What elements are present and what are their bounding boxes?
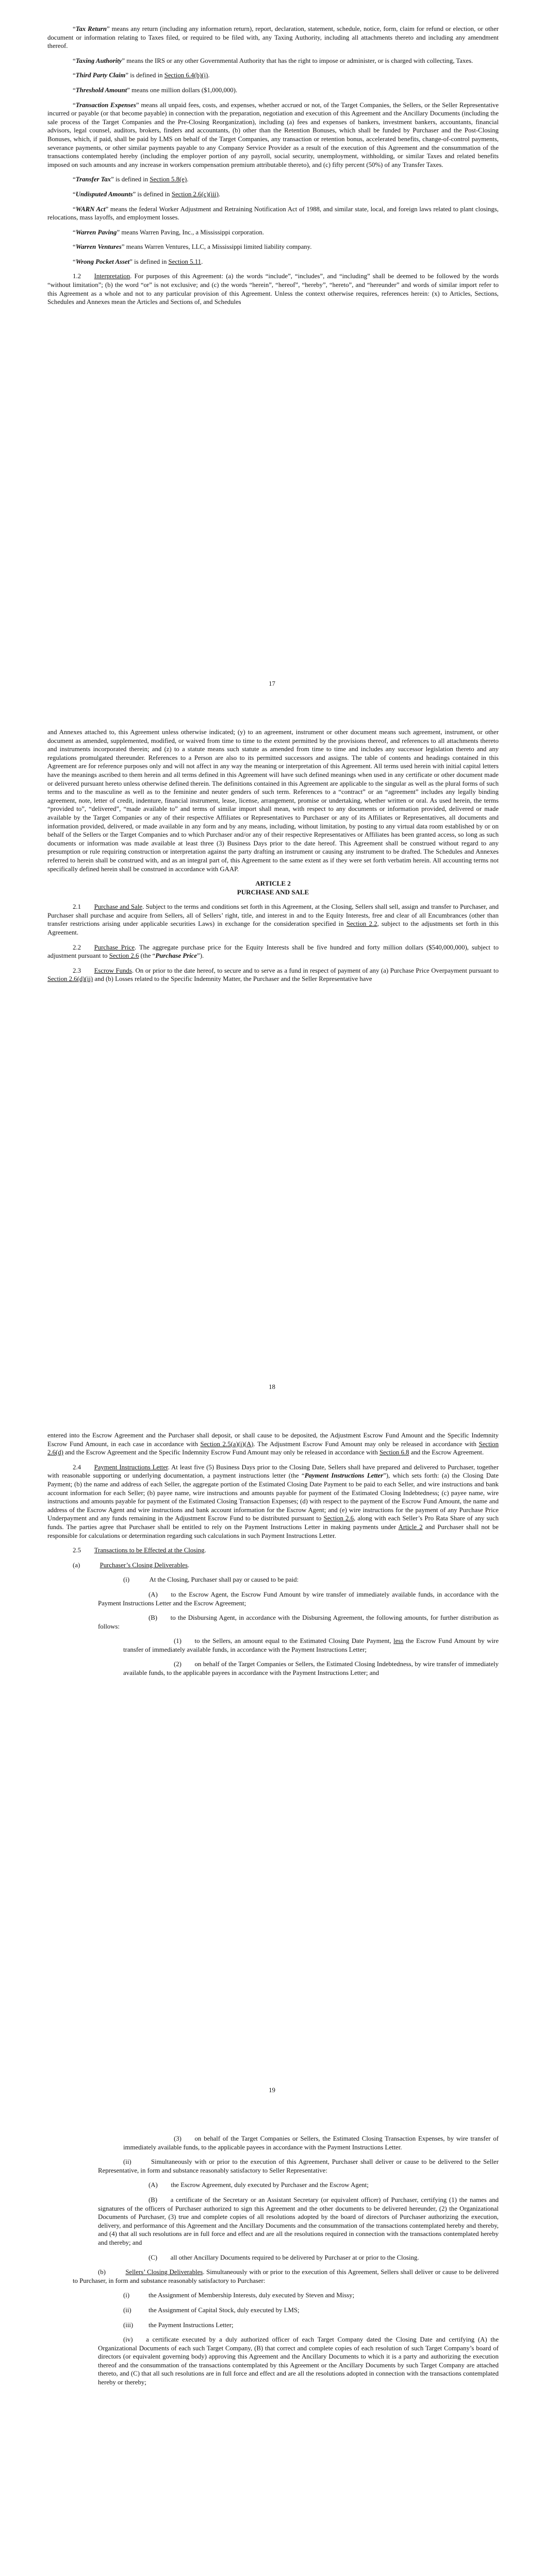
paragraph: 2.3 Escrow Funds. On or prior to the date hereof, to secure and to serve as a fund in respect of payment of any (a) Purchase Price Overpayment pursuant to Section 2.6(d)(ii) and (b) Losses related to the Specific Indemnity Matter, the Purchaser and the Seller Representative have — [47, 967, 499, 983]
paragraph: 1.2 Interpretation. For purposes of this Agreement: (a) the words “include”, “includes”, and “including” shall be deemed to be followed by the words “without limitation”; (b) the word “or” is not exclusive; and (c) the words “herein”, “hereof”, “hereby”, “hereto”, and “hereunder” and words of similar import refer to this Agreement as a whole and not to any particular provision of this Agreement. Unless the context otherwise requires, references herein: (x) to Articles, Sections, Schedules and Annexes mean the Articles and Sections of, and Schedules — [47, 273, 499, 306]
section-reference: Purchaser’s Closing Deliverables — [100, 1561, 188, 1569]
section-reference: Payment Instructions Letter — [94, 1463, 168, 1471]
section-reference: less — [393, 1637, 404, 1645]
paragraph: “Warren Ventures” means Warren Ventures, LLC, a Mississippi limited liability company. — [73, 243, 312, 251]
page-20 — [0, 2110, 544, 2576]
list-item: (ii) the Assignment of Capital Stock, duly executed by LMS; — [123, 2306, 300, 2314]
defined-term: Transfer Tax — [75, 176, 111, 183]
paragraph: (2) on behalf of the Target Companies or Sellers, the Estimated Closing Indebtedness, by wire transfer of immediately available funds, to the applicable payees in accordance with the Payment Instructions Letter; and — [123, 1660, 499, 1677]
defined-term: Wrong Pocket Asset — [75, 258, 130, 265]
defined-term: Payment Instructions Letter — [304, 1472, 384, 1480]
section-reference: Purchase Price — [94, 943, 135, 951]
page-number: 18 — [269, 1383, 275, 1391]
paragraph: (a) Purchaser’s Closing Deliverables. — [73, 1561, 190, 1569]
section-reference: Escrow Funds — [94, 967, 132, 974]
paragraph: (1) to the Sellers, an amount equal to the Estimated Closing Date Payment, less the Escrow Fund Amount by wire transfer of immediately available funds, in accordance with the Payment Instructions Letter; — [123, 1637, 499, 1653]
paragraph: “WARN Act” means the federal Worker Adjustment and Retraining Notification Act of 1988, and similar state, local, and foreign laws related to plant closings, relocations, mass layoffs, and employment losses. — [47, 205, 499, 222]
section-reference: Section 6.8 — [379, 1449, 409, 1456]
page-body — [47, 2134, 499, 2387]
section-reference: Section 2.6(d) — [47, 1440, 499, 1456]
section-reference: Section 2.6 — [323, 1515, 354, 1522]
defined-term: WARN Act — [75, 205, 106, 213]
list-marker: (i) — [123, 2292, 130, 2299]
paragraph: “Transaction Expenses” means all unpaid fees, costs, and expenses, whether accrued or not, of the Target Companies, the Sellers, or the Seller Representative incurred or payable (or that become payable) in connection with the preparation, negotiation and execution of this Agreement and the Ancillary Documents (including the sale process of the Target Companies and the Pre-Closing Reorganization), including (a) fees and expenses of bankers, investment bankers, accountants, financial advisors, legal counsel, auditors, brokers, finders and accountants, (b) other than the Retention Bonuses, which shall be funded by Purchaser and the Post-Closing Bonuses, which, if paid, shall be paid by LMS on behalf of the Target Companies, any transaction or retention bonus, accelerated benefits, change-of-control payments, severance payments, or other similar payments payable to any Company Service Provider as a result of the execution of this Agreement and the consummation of the transactions contemplated hereby (including the employer portion of any payroll, social security, unemployment, withholding, or similar Taxes and related benefits imposed on such amounts and any increase in workers compensation premium attributable thereto), and (c) fifty percent (50%) of any Transfer Taxes. — [47, 101, 499, 168]
section-reference: Section 6.4(b)(i) — [164, 72, 208, 79]
paragraph: “Taxing Authority” means the IRS or any other Governmental Authority that has the right to impose or administer, or is charged with collecting, Taxes. — [73, 57, 473, 64]
defined-term: Undisputed Amounts — [75, 190, 133, 198]
article-heading — [47, 879, 499, 896]
article-title: PURCHASE AND SALE — [237, 888, 309, 896]
paragraph: “Transfer Tax” is defined in Section 5.8(e). — [73, 176, 189, 183]
defined-term: Threshold Amount — [75, 86, 127, 94]
paragraph: 2.1 Purchase and Sale. Subject to the terms and conditions set forth in this Agreement, at the Closing, Sellers shall sell, assign and transfer to Purchaser, and Purchaser shall purchase and acquire from Sellers, all of Sellers’ right, title, and interest in and to the Equity Interests, free and clear of all Encumbrances (other than transfer restrictions arising under applicable securities Laws) in exchange for the consideration specified in Section 2.2, subject to the adjustments set forth in this Agreement. — [47, 903, 499, 937]
paragraph: (B) a certificate of the Secretary or an Assistant Secretary (or equivalent officer) of Purchaser, certifying (1) the names and signatures of the officers of Purchaser authorized to sign this Agreement and the other documents to be delivered hereunder, (2) the Organizational Documents of Purchaser, (3) true and complete copies of all resolutions adopted by the board of directors of Purchaser authorizing the execution, delivery, and performance of this Agreement and the Ancillary Documents and the consummation of the transactions contemplated hereby and thereby, and (4) that all such resolutions are in full force and effect and are all the resolutions required in connection with the transactions contemplated hereby and thereby; and — [98, 2196, 499, 2246]
paragraph: (C) all other Ancillary Documents required to be delivered by Purchaser at or prior to the Closing. — [149, 2253, 419, 2261]
paragraph: “Undisputed Amounts” is defined in Section 2.6(c)(iii). — [73, 190, 221, 198]
paragraph: (3) on behalf of the Target Companies or Sellers, the Estimated Closing Transaction Expenses, by wire transfer of immediately available funds, to the applicable payees in accordance with the Payment Instructions Letter. — [123, 2135, 499, 2151]
paragraph: “Threshold Amount” means one million dollars ($1,000,000). — [73, 86, 238, 94]
section-reference: Section 2.2 — [346, 920, 377, 928]
page-body — [47, 1431, 499, 1677]
section-reference: Section 5.11 — [168, 258, 202, 265]
article-number: ARTICLE 2 — [255, 879, 291, 888]
paragraph: (A) the Escrow Agreement, duly executed by Purchaser and the Escrow Agent; — [149, 2181, 369, 2189]
paragraph: “Warren Paving” means Warren Paving, Inc., a Mississippi corporation. — [73, 228, 264, 236]
page-18 — [0, 703, 544, 1406]
paragraph: “Tax Return” means any return (including any information return), report, declaration, statement, schedule, notice, form, claim for refund or election, or other document or information relating to Taxes filed, or required to be filed with, any Taxing Authority, including all attachments thereto and including any amendment thereof. — [47, 25, 499, 50]
paragraph: 2.5 Transactions to be Effected at the Closing. — [73, 1547, 206, 1554]
list-marker: (ii) — [123, 2306, 131, 2314]
defined-term: Tax Return — [75, 25, 107, 32]
list-marker: (iii) — [123, 2321, 134, 2329]
section-reference: Section 2.6(c)(iii) — [171, 190, 219, 198]
section-reference: Section 2.5(a)(i)(A) — [200, 1440, 254, 1448]
paragraph: “Wrong Pocket Asset” is defined in Section 5.11. — [73, 258, 203, 265]
section-reference: Transactions to be Effected at the Closing — [94, 1547, 205, 1554]
section-reference: Purchase and Sale — [94, 903, 143, 911]
defined-term: Warren Ventures — [75, 243, 122, 251]
paragraph: (ii) Simultaneously with or prior to the execution of this Agreement, Purchaser shall deliver or cause to be delivered to the Seller Representative, in form and substance reasonably satisfactory to Seller Representative: — [98, 2158, 499, 2174]
page-body — [47, 728, 499, 984]
defined-term: Taxing Authority — [75, 57, 122, 64]
page-19 — [0, 1406, 544, 2110]
paragraph: 2.2 Purchase Price. The aggregate purchase price for the Equity Interests shall be five hundred and forty million dollars ($540,000,000), subject to adjustment pursuant to Section 2.6 (the “Purchase Price”). — [47, 943, 499, 960]
paragraph: 2.4 Payment Instructions Letter. At least five (5) Business Days prior to the Closing Date, Sellers shall have prepared and delivered to Purchaser, together with reasonable supporting or underlying documentation, a payment instructions letter (the “Payment Instructions Letter”), which sets forth: (a) the Closing Date Payment; (b) the name and address of each Seller, the aggregate portion of the Estimated Closing Date Payment to be paid to each Seller, and wire instructions and bank account information for each Seller; (b) payee name, wire instructions and amounts payable for payment of the Estimated Closing Indebtedness; (c) payee name, wire instructions and amounts payable for payment of the Estimated Closing Transaction Expenses; (d) with respect to the payment of the Escrow Fund Amount, the name and address of the Escrow Agent and wire instructions and bank account information for the Escrow Agent; and (e) wire instructions for the payment of any Purchase Price Underpayment and any funds remaining in the Adjustment Escrow Fund to be distributed pursuant to Section 2.6, along with each Seller’s Pro Rata Share of any such funds. The parties agree that Purchaser shall be entitled to rely on the Payment Instructions Letter in making payments under Article 2 and Purchaser shall not be responsible for calculations or determination regarding such calculations in such Payment Instructions Letter. — [47, 1463, 499, 1539]
section-reference: Section 2.6 — [109, 952, 139, 960]
section-reference: Section 2.6(d)(ii) — [47, 975, 93, 983]
page-number: 17 — [269, 680, 275, 687]
paragraph: (A) to the Escrow Agent, the Escrow Fund Amount by wire transfer of immediately available funds, in accordance with the Payment Instructions Letter and the Escrow Agreement; — [98, 1590, 499, 1607]
page-17 — [0, 0, 544, 703]
paragraph: entered into the Escrow Agreement and the Purchaser shall deposit, or shall cause to be deposited, the Adjustment Escrow Fund Amount and the Specific Indemnity Escrow Fund Amount, in each case in accordance with Section 2.5(a)(i)(A). The Adjustment Escrow Fund Amount may only be released in accordance with Section 2.6(d) and the Escrow Agreement and the Specific Indemnity Escrow Fund Amount may only be released in accordance with Section 6.8 and the Escrow Agreement. — [47, 1432, 499, 1456]
page-number: 19 — [269, 2087, 275, 2094]
paragraph: “Third Party Claim” is defined in Section 6.4(b)(i). — [73, 72, 210, 79]
section-reference: Interpretation — [94, 273, 130, 280]
defined-term: Transaction Expenses — [75, 101, 136, 109]
paragraph: (b) Sellers’ Closing Deliverables. Simultaneously with or prior to the execution of this Agreement, Sellers shall deliver or cause to be delivered to Purchaser, in form and substance reasonably satisfactory to Purchaser: — [73, 2268, 499, 2284]
defined-term: Purchase Price — [155, 952, 197, 960]
section-reference: Section 5.8(e) — [150, 176, 187, 183]
section-reference: Article 2 — [398, 1523, 423, 1531]
defined-term: Third Party Claim — [75, 72, 126, 79]
paragraph: (i) At the Closing, Purchaser shall pay or caused to be paid: — [123, 1576, 299, 1584]
list-item: (i) the Assignment of Membership Interests, duly executed by Steven and Missy; — [123, 2292, 355, 2299]
paragraph: and Annexes attached to, this Agreement unless otherwise indicated; (y) to an agreement, instrument or other document means such agreement, instrument, or other document as amended, supplemented, modified, or waived from time to time to the extent permitted by the provisions thereof, and references to all attachments thereto and instruments incorporated therein; and (z) to a statute means such statute as amended from time to time and includes any successor legislation thereto and any regulations promulgated thereunder. References to a Person are also to its permitted successors and assigns. The table of contents and headings contained in this Agreement are for reference purposes only and will not affect in any way the meaning or interpretation of this Agreement. All terms used herein with initial capital letters have the meanings ascribed to them herein and all terms defined in this Agreement will have such defined meanings when used in any certificate or other document made or delivered pursuant hereto unless otherwise defined therein. The definitions contained in this Agreement are applicable to the singular as well as the plural forms of such terms and to the masculine as well as to the feminine and neuter genders of such term. References to a “contract” or an “agreement” includes any legally binding agreement, note, letter of credit, indenture, financial instrument, lease, license, arrangement, promise or undertaking, whether written or oral. As used herein, the terms “provided to”, “delivered”, “made available to” and terms of similar import shall mean, with respect to any documents or information provided, delivered or made available by the Target Companies or any of their respective Affiliates or Representatives to Purchaser or any of its Affiliates or Representatives, all documents and information provided, delivered, or made available in any form and by any means, including, without limitation, by posting to any virtual data room established by or on behalf of the Sellers or the Target Companies and to which Purchaser and/or any of their respective Representatives or Affiliates has been granted access, so long as such documents or information was made available at least three (3) Business Days prior to the date hereof. This Agreement shall be construed without regard to any presumption or rule requiring construction or interpretation against the party drafting an instrument or causing any instrument to be drafted. The Schedules and Annexes referred to herein shall be construed with, and as an integral part of, this Agreement to the same extent as if they were set forth verbatim herein. All accounting terms not specifically defined herein shall be construed in accordance with GAAP. — [47, 728, 499, 873]
paragraph: (iv) a certificate executed by a duly authorized officer of each Target Company dated the Closing Date and certifying (A) the Organizational Documents of each such Target Company, (B) that correct and complete copies of each resolution of such Target Company’s board of directors (or equivalent governing body) approving this Agreement and the Ancillary Documents to which it is a party and authorizing the execution thereof and the consummation of the transactions contemplated by this Agreement or the Ancillary Documents by such Target Company are attached thereto, and (C) that all such resolutions are in full force and effect and are all the resolutions adopted in connection with the transactions contemplated hereby or thereby; — [98, 2336, 499, 2386]
paragraph: (B) to the Disbursing Agent, in accordance with the Disbursing Agreement, the following amounts, for further distribution as follows: — [98, 1614, 499, 1630]
page-body — [47, 25, 499, 307]
defined-term: Warren Paving — [75, 228, 117, 236]
list-item: (iii) the Payment Instructions Letter; — [123, 2321, 234, 2329]
section-reference: Sellers’ Closing Deliverables — [125, 2268, 203, 2276]
